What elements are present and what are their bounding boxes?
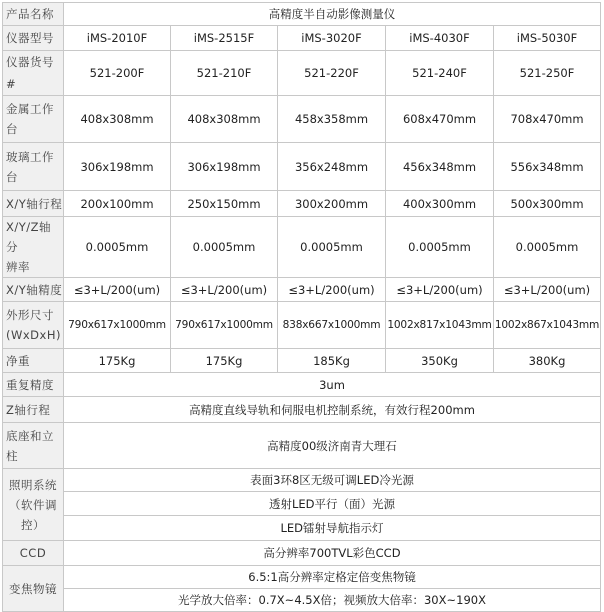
item-no-cell: 521-240F <box>386 51 494 96</box>
accuracy-cell: ≤3+L/200(um) <box>386 278 494 302</box>
lighting-value: 透射LED平行（面）光源 <box>64 492 601 516</box>
xy-travel-cell: 200x100mm <box>64 191 171 217</box>
model-cell: iMS-2515F <box>171 26 278 51</box>
zoom-lens-value: 光学放大倍率：0.7X~4.5X倍；视频放大倍率：30X~190X <box>64 589 601 612</box>
product-name-value: 高精度半自动影像测量仪 <box>64 3 601 26</box>
label-item-no: 仪器货号# <box>3 51 64 96</box>
dimensions-cell: 1002x867x1043mm <box>494 302 601 349</box>
lighting-value: LED镭射导航指示灯 <box>64 516 601 541</box>
label-product-name: 产品名称 <box>3 3 64 26</box>
label-repeatability: 重复精度 <box>3 373 64 397</box>
model-cell: iMS-4030F <box>386 26 494 51</box>
accuracy-cell: ≤3+L/200(um) <box>64 278 171 302</box>
metal-table-cell: 408x308mm <box>64 96 171 143</box>
label-ccd: CCD <box>3 541 64 566</box>
row-metal-table <box>3 96 601 143</box>
glass-table-cell: 456x348mm <box>386 143 494 191</box>
net-weight-cell: 175Kg <box>64 349 171 373</box>
label-dimensions-line1: 外形尺寸 <box>6 308 54 322</box>
resolution-cell: 0.0005mm <box>494 217 601 278</box>
row-item-no <box>3 51 601 96</box>
row-resolution <box>3 217 601 278</box>
net-weight-cell: 185Kg <box>278 349 386 373</box>
label-accuracy: X/Y轴精度 <box>3 278 64 302</box>
item-no-cell: 521-210F <box>171 51 278 96</box>
lighting-value: 表面3环8区无级可调LED冷光源 <box>64 469 601 492</box>
row-z-travel <box>3 397 601 423</box>
metal-table-cell: 708x470mm <box>494 96 601 143</box>
label-resolution-line2: 辨率 <box>6 260 30 274</box>
row-zoom-lens <box>3 589 601 612</box>
xy-travel-cell: 300x200mm <box>278 191 386 217</box>
item-no-cell: 521-250F <box>494 51 601 96</box>
spec-table <box>2 2 601 612</box>
metal-table-cell: 608x470mm <box>386 96 494 143</box>
label-z-travel: Z轴行程 <box>3 397 64 423</box>
label-base-column <box>3 423 64 469</box>
resolution-cell: 0.0005mm <box>278 217 386 278</box>
resolution-cell: 0.0005mm <box>64 217 171 278</box>
item-no-cell: 521-220F <box>278 51 386 96</box>
label-zoom-lens: 变焦物镜 <box>3 566 64 612</box>
label-glass-table <box>3 143 64 191</box>
dimensions-cell: 838x667x1000mm <box>278 302 386 349</box>
label-glass-table-line2: 台 <box>6 169 18 184</box>
row-net-weight <box>3 349 601 373</box>
z-travel-value: 高精度直线导轨和伺服电机控制系统，有效行程200mm <box>64 397 601 423</box>
label-lighting-line3: 控） <box>21 517 45 532</box>
xy-travel-cell: 250x150mm <box>171 191 278 217</box>
label-model: 仪器型号 <box>3 26 64 51</box>
row-accuracy <box>3 278 601 302</box>
net-weight-cell: 350Kg <box>386 349 494 373</box>
accuracy-cell: ≤3+L/200(um) <box>494 278 601 302</box>
xy-travel-cell: 400x300mm <box>386 191 494 217</box>
repeatability-value: 3um <box>64 373 601 397</box>
row-glass-table <box>3 143 601 191</box>
dimensions-cell: 1002x817x1043mm <box>386 302 494 349</box>
dimensions-cell: 790x617x1000mm <box>171 302 278 349</box>
label-metal-table-line2: 台 <box>6 122 18 136</box>
glass-table-cell: 356x248mm <box>278 143 386 191</box>
row-model <box>3 26 601 51</box>
model-cell: iMS-3020F <box>278 26 386 51</box>
xy-travel-cell: 500x300mm <box>494 191 601 217</box>
label-base-column-line1: 底座和立 <box>6 428 54 443</box>
label-lighting-line1: 照明系统 <box>9 477 57 492</box>
glass-table-cell: 306x198mm <box>64 143 171 191</box>
row-xy-travel <box>3 191 601 217</box>
label-base-column-line2: 柱 <box>6 448 18 463</box>
row-ccd <box>3 541 601 566</box>
ccd-value: 高分辨率700TVL彩色CCD <box>64 541 601 566</box>
model-cell: iMS-5030F <box>494 26 601 51</box>
glass-table-cell: 556x348mm <box>494 143 601 191</box>
resolution-cell: 0.0005mm <box>171 217 278 278</box>
label-lighting-line2: （软件调 <box>9 497 57 512</box>
accuracy-cell: ≤3+L/200(um) <box>171 278 278 302</box>
label-dimensions <box>3 302 64 349</box>
row-product-name <box>3 3 601 26</box>
model-cell: iMS-2010F <box>64 26 171 51</box>
net-weight-cell: 175Kg <box>171 349 278 373</box>
metal-table-cell: 458x358mm <box>278 96 386 143</box>
base-column-value: 高精度00级济南青大理石 <box>64 423 601 469</box>
label-dimensions-line2: (WxDxH) <box>6 328 61 342</box>
row-dimensions <box>3 302 601 349</box>
row-lighting <box>3 492 601 516</box>
label-metal-table <box>3 96 64 143</box>
resolution-cell: 0.0005mm <box>386 217 494 278</box>
label-resolution <box>3 217 64 278</box>
row-repeatability <box>3 373 601 397</box>
label-net-weight: 净重 <box>3 349 64 373</box>
label-metal-table-line1: 金属工作 <box>6 102 54 116</box>
item-no-cell: 521-200F <box>64 51 171 96</box>
metal-table-cell: 408x308mm <box>171 96 278 143</box>
accuracy-cell: ≤3+L/200(um) <box>278 278 386 302</box>
label-lighting <box>3 469 64 541</box>
label-glass-table-line1: 玻璃工作 <box>6 149 54 164</box>
row-lighting <box>3 516 601 541</box>
row-lighting <box>3 469 601 492</box>
zoom-lens-value: 6.5:1高分辨率定格定倍变焦物镜 <box>64 566 601 589</box>
dimensions-cell: 790x617x1000mm <box>64 302 171 349</box>
label-resolution-line1: X/Y/Z轴分 <box>6 220 52 254</box>
row-base-column <box>3 423 601 469</box>
glass-table-cell: 306x198mm <box>171 143 278 191</box>
net-weight-cell: 380Kg <box>494 349 601 373</box>
row-zoom-lens <box>3 566 601 589</box>
label-xy-travel: X/Y轴行程 <box>3 191 64 217</box>
